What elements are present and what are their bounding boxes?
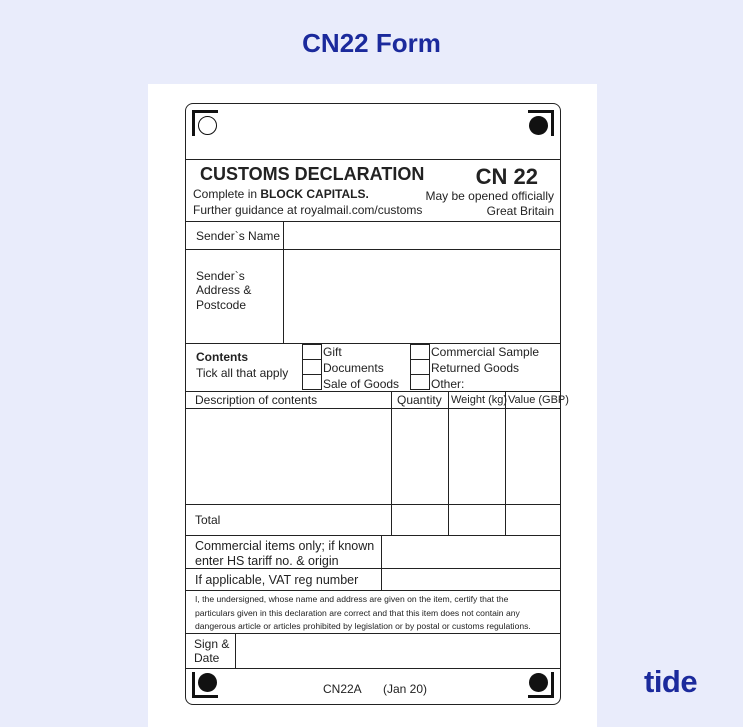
filled-circle-icon: [529, 116, 548, 135]
footer-code: CN22A: [323, 682, 362, 696]
guidance-text: Further guidance at royalmail.com/customs: [193, 203, 423, 217]
contents-label: Contents: [196, 350, 248, 364]
corner-mark-bottom-left: [192, 672, 218, 698]
opened-note: May be opened officially: [425, 189, 554, 203]
sender-name-field[interactable]: [284, 222, 560, 248]
filled-circle-icon: [198, 673, 217, 692]
column-header-description: Description of contents: [195, 393, 318, 407]
contents-hint: Tick all that apply: [196, 366, 289, 380]
option-commercial-sample: Commercial Sample: [431, 345, 540, 359]
form-code: CN 22: [475, 164, 538, 189]
declaration-line: dangerous article or articles prohibited by legislation or by postal or customs regulations.: [195, 621, 531, 631]
option-sale-of-goods: Sale of Goods: [323, 377, 400, 391]
divider: [186, 159, 560, 160]
cn22-form: [185, 103, 569, 705]
corner-mark-top-left: [192, 110, 218, 136]
weight-field[interactable]: [449, 409, 504, 503]
checkbox-gift[interactable]: [302, 344, 322, 360]
sign-date-label: [194, 637, 229, 666]
instruction-text: Complete in: [193, 187, 261, 201]
declaration-line: I, the undersigned, whose name and address are given on the item, certify that the: [195, 594, 509, 604]
instruction: [193, 187, 369, 201]
value-field[interactable]: [506, 409, 560, 503]
option-documents: Documents: [323, 361, 384, 375]
commercial-label-line: Commercial items only; if known: [195, 539, 375, 553]
sender-address-field[interactable]: [284, 250, 560, 342]
checkbox-documents[interactable]: [302, 359, 322, 375]
declaration-line: particulars given in this declaration are correct and that this item does not contain any: [195, 607, 520, 618]
vat-field[interactable]: [382, 569, 560, 589]
column-header-value: Value (GBP): [508, 394, 569, 406]
declaration-text: [195, 593, 531, 634]
sign-label-line: Date: [194, 651, 220, 666]
checkbox-returned-goods[interactable]: [410, 359, 430, 375]
country-text: Great Britain: [486, 204, 554, 218]
tide-logo: tide: [644, 664, 698, 699]
option-other: Other:: [431, 377, 465, 391]
divider: [186, 343, 560, 344]
signature-field[interactable]: [236, 634, 560, 667]
sender-address-label-line: Postcode: [196, 297, 247, 312]
corner-mark-top-right: [528, 110, 554, 136]
sign-label-line: Sign &: [194, 637, 230, 651]
column-header-quantity: Quantity: [397, 393, 442, 407]
sender-address-label-line: Sender`s: [196, 269, 245, 283]
divider: [186, 504, 560, 505]
hollow-circle-icon: [198, 116, 217, 135]
divider: [186, 590, 560, 591]
footer-date: (Jan 20): [383, 682, 428, 696]
option-gift: Gift: [323, 345, 342, 359]
instruction-bold: BLOCK CAPITALS.: [260, 187, 369, 201]
commercial-label-line: enter HS tariff no. & origin: [195, 554, 339, 568]
total-label: Total: [195, 513, 221, 527]
filled-circle-icon: [529, 673, 548, 692]
sender-address-label-line: Address &: [196, 283, 252, 298]
vat-label: If applicable, VAT reg number: [195, 573, 359, 587]
checkbox-commercial-sample[interactable]: [410, 344, 430, 360]
divider: [186, 668, 560, 669]
corner-mark-bottom-right: [528, 672, 554, 698]
sender-address-label: [196, 269, 251, 312]
description-field[interactable]: [187, 409, 390, 503]
quantity-field[interactable]: [392, 409, 447, 503]
sender-name-label: Sender`s Name: [196, 229, 281, 243]
checkbox-sale-of-goods[interactable]: [302, 374, 322, 390]
checkbox-other[interactable]: [410, 374, 430, 390]
hs-tariff-field[interactable]: [382, 536, 560, 567]
column-header-weight: Weight (kg): [451, 394, 508, 406]
form-heading: CUSTOMS DECLARATION: [200, 164, 425, 184]
option-returned-goods: Returned Goods: [431, 361, 520, 375]
commercial-label: [195, 539, 374, 569]
page-title: CN22 Form: [302, 28, 441, 58]
